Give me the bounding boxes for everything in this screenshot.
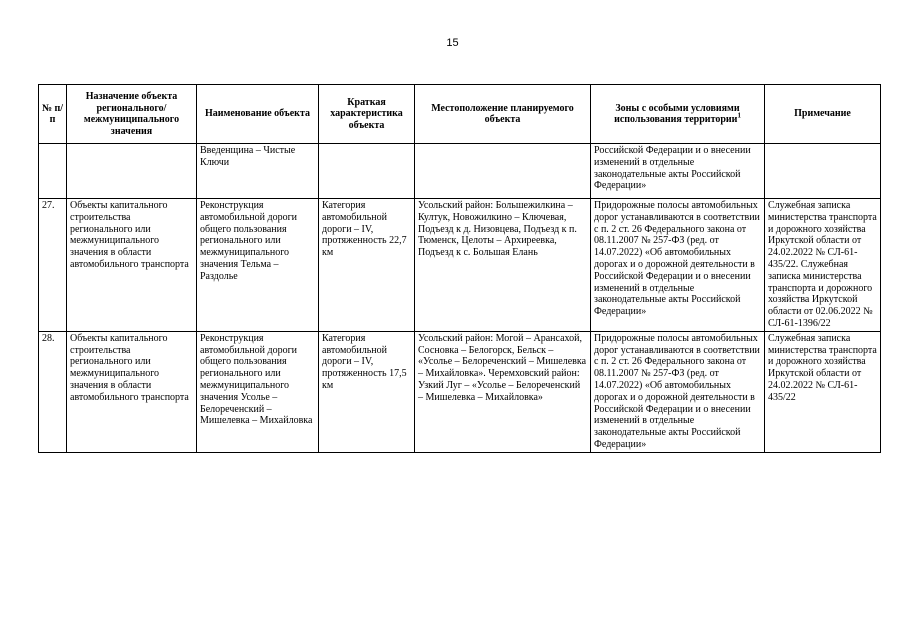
cell-purpose: Объекты капитального строительства регионального или межмуниципального значения в области автомобильного транспорта xyxy=(67,331,197,452)
cell-name: Реконструкция автомобильной дороги общего пользования регионального или межмуниципального значения Усолье – Белореченский – Мишелевка – Михайловка xyxy=(197,331,319,452)
cell-zones: Придорожные полосы автомобильных дорог устанавливаются в соответствии с п. 2 ст. 26 Федерального закона от 08.11.2007 № 257-ФЗ (ред. от 14.07.2022) «Об автомобильных дорогах и о дорожной деятельности в Российской Федерации и о внесении изменений в отдельные законодательные акты Российской Федерации» xyxy=(591,199,765,332)
cell-characteristic: Категория автомобильной дороги – IV, протяженность 22,7 км xyxy=(319,199,415,332)
cell-zones: Российской Федерации и о внесении изменений в отдельные законодательные акты Российской Федерации» xyxy=(591,144,765,199)
header-zones-text: Зоны с особыми условиями использования территории xyxy=(614,102,740,125)
cell-name: Реконструкция автомобильной дороги общего пользования регионального или межмуниципального значения Тельма – Раздолье xyxy=(197,199,319,332)
cell-num: 27. xyxy=(39,199,67,332)
cell-zones: Придорожные полосы автомобильных дорог устанавливаются в соответствии с п. 2 ст. 26 Федерального закона от 08.11.2007 № 257-ФЗ (ред. от 14.07.2022) «Об автомобильных дорогах и о дорожной деятельности в Российской Федерации и о внесении изменений в отдельные законодательные акты Российской Федерации» xyxy=(591,331,765,452)
cell-note xyxy=(765,144,881,199)
cell-location: Усольский район: Большежилкина – Култук, Новожилкино – Ключевая, Подъезд к д. Низовцева, Подъезд к п. Тюменск, Целоты – Архиреевка, Подъезд к с. Большая Елань xyxy=(415,199,591,332)
cell-purpose: Объекты капитального строительства регионального или межмуниципального значения в области автомобильного транспорта xyxy=(67,199,197,332)
table-row xyxy=(39,331,881,452)
plan-table xyxy=(38,84,881,453)
header-location: Местоположение планируемого объекта xyxy=(415,85,591,144)
cell-num xyxy=(39,144,67,199)
header-characteristic: Краткая характеристика объекта xyxy=(319,85,415,144)
header-zones xyxy=(591,85,765,144)
page-number: 15 xyxy=(446,37,459,49)
footnote-marker: 1 xyxy=(737,111,741,120)
cell-num: 28. xyxy=(39,331,67,452)
cell-note: Служебная записка министерства транспорта и дорожного хозяйства Иркутской области от 24.02.2022 № СЛ-61-435/22 xyxy=(765,331,881,452)
table-row xyxy=(39,144,881,199)
header-name: Наименование объекта xyxy=(197,85,319,144)
cell-name: Введенщина – Чистые Ключи xyxy=(197,144,319,199)
cell-note: Служебная записка министерства транспорта и дорожного хозяйства Иркутской области от 24.02.2022 № СЛ-61-435/22. Служебная записка министерства транспорта и дорожного хозяйства Иркутской области от 02.06.2022 № СЛ-61-1396/22 xyxy=(765,199,881,332)
table-header-row xyxy=(39,85,881,144)
header-purpose: Назначение объекта регионального/ межмуниципального значения xyxy=(67,85,197,144)
header-note: Примечание xyxy=(765,85,881,144)
table-row xyxy=(39,199,881,332)
cell-location: Усольский район: Могой – Арансахой, Сосновка – Белогорск, Бельск – «Усолье – Белореченский – Мишелевка – Михайловка». Черемховский район: Узкий Луг – «Усолье – Белореченский – Мишелевка – Михайловка» xyxy=(415,331,591,452)
cell-purpose xyxy=(67,144,197,199)
cell-characteristic: Категория автомобильной дороги – IV, протяженность 17,5 км xyxy=(319,331,415,452)
cell-characteristic xyxy=(319,144,415,199)
cell-location xyxy=(415,144,591,199)
header-num: № п/п xyxy=(39,85,67,144)
